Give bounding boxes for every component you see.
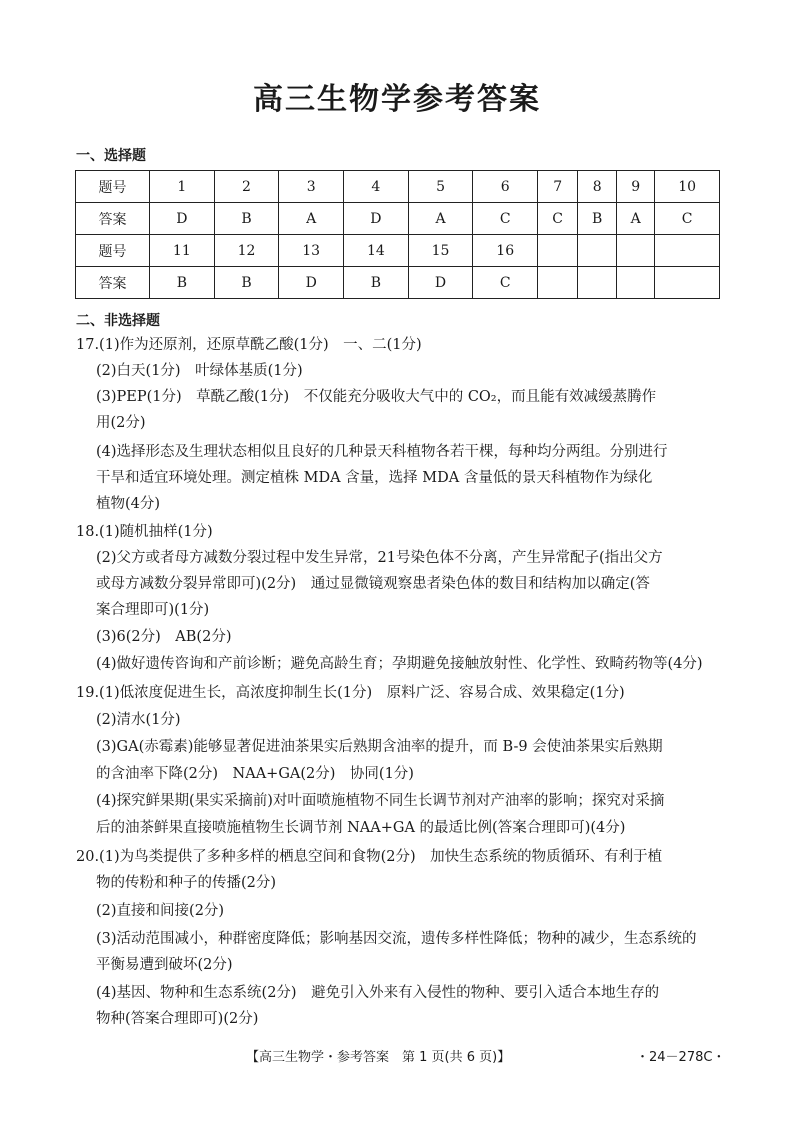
page-title: 高三生物学参考答案 bbox=[253, 82, 541, 117]
table-cell bbox=[538, 235, 578, 267]
answer-line: 物种(答案合理即可)(2分) bbox=[96, 1011, 259, 1027]
table-cell: 8 bbox=[578, 171, 617, 203]
table-cell: 2 bbox=[214, 171, 279, 203]
table-cell: 6 bbox=[473, 171, 538, 203]
table-cell: A bbox=[279, 203, 344, 235]
table-cell: 14 bbox=[344, 235, 409, 267]
table-cell bbox=[655, 267, 720, 299]
table-cell bbox=[578, 235, 617, 267]
table-cell: 1 bbox=[150, 171, 215, 203]
table-cell: A bbox=[408, 203, 473, 235]
table-cell: D bbox=[150, 203, 215, 235]
table-cell: B bbox=[578, 203, 617, 235]
answer-line: 案合理即可)(1分) bbox=[96, 602, 210, 618]
answer-line: (3)GA(赤霉素)能够显著促进油茶果实后熟期含油率的提升，而 B-9 会使油茶果实后熟期 bbox=[96, 739, 663, 755]
table-cell: C bbox=[538, 203, 578, 235]
table-cell: 13 bbox=[279, 235, 344, 267]
table-row bbox=[76, 203, 720, 235]
answer-line: (2)清水(1分) bbox=[96, 712, 181, 728]
answer-line: (4)探究鲜果期(果实采摘前)对叶面喷施植物不同生长调节剂对产油率的影响；探究对采摘 bbox=[96, 793, 665, 809]
row-header-cell: 答案 bbox=[76, 203, 150, 235]
table-cell: 3 bbox=[279, 171, 344, 203]
table-cell: 10 bbox=[655, 171, 720, 203]
answer-line: (2)白天(1分) 叶绿体基质(1分) bbox=[96, 363, 303, 379]
table-cell: A bbox=[617, 203, 655, 235]
answer-line: (2)父方或者母方减数分裂过程中发生异常，21号染色体不分离，产生异常配子(指出父方 bbox=[96, 550, 663, 566]
table-cell: C bbox=[473, 203, 538, 235]
table-cell: B bbox=[150, 267, 215, 299]
answer-line: 平衡易遭到破坏(2分) bbox=[96, 957, 233, 973]
answer-line: 植物(4分) bbox=[96, 496, 161, 512]
section-heading-choice: 一、选择题 bbox=[76, 148, 146, 164]
table-cell: C bbox=[473, 267, 538, 299]
answer-line: 或母方减数分裂异常即可)(2分) 通过显微镜观察患者染色体的数目和结构加以确定(答 bbox=[96, 576, 650, 592]
answer-line: 后的油茶鲜果直接喷施植物生长调节剂 NAA+GA 的最适比例(答案合理即可)(4分) bbox=[96, 820, 626, 836]
table-cell: B bbox=[214, 203, 279, 235]
table-cell: D bbox=[279, 267, 344, 299]
row-header-cell: 题号 bbox=[76, 235, 150, 267]
table-row bbox=[76, 267, 720, 299]
table-cell: D bbox=[408, 267, 473, 299]
table-cell bbox=[617, 235, 655, 267]
answer-line: (3)PEP(1分) 草酰乙酸(1分) 不仅能充分吸收大气中的 CO₂，而且能有效减缓蒸腾作 bbox=[96, 389, 657, 405]
table-cell: C bbox=[655, 203, 720, 235]
table-cell: 11 bbox=[150, 235, 215, 267]
table-cell bbox=[617, 267, 655, 299]
table-cell: 16 bbox=[473, 235, 538, 267]
table-cell: 4 bbox=[344, 171, 409, 203]
table-cell bbox=[655, 235, 720, 267]
table-cell: 5 bbox=[408, 171, 473, 203]
answer-line: 18.(1)随机抽样(1分) bbox=[76, 524, 213, 540]
answer-line: (3)活动范围减小，种群密度降低；影响基因交流，遗传多样性降低；物种的减少，生态系统的 bbox=[96, 931, 697, 947]
row-header-cell: 答案 bbox=[76, 267, 150, 299]
table-cell: 12 bbox=[214, 235, 279, 267]
table-row bbox=[76, 171, 720, 203]
table-cell: 7 bbox=[538, 171, 578, 203]
table-cell: B bbox=[214, 267, 279, 299]
answer-line: 的含油率下降(2分) NAA+GA(2分) 协同(1分) bbox=[96, 766, 414, 782]
answer-line: (4)选择形态及生理状态相似且良好的几种景天科植物各若干棵，每种均分两组。分别进行 bbox=[96, 444, 668, 460]
section-heading-nonchoice: 二、非选择题 bbox=[76, 313, 160, 329]
answer-line: (2)直接和间接(2分) bbox=[96, 903, 225, 919]
answer-line: 20.(1)为鸟类提供了多种多样的栖息空间和食物(2分) 加快生态系统的物质循环、有利于植 bbox=[76, 849, 663, 865]
table-cell bbox=[578, 267, 617, 299]
answer-line: 用(2分) bbox=[96, 415, 146, 431]
row-header-cell: 题号 bbox=[76, 171, 150, 203]
table-row bbox=[76, 235, 720, 267]
table-cell: B bbox=[344, 267, 409, 299]
footer-text: 【高三生物学・参考答案 第 1 页(共 6 页)】 bbox=[246, 1050, 511, 1065]
answer-line: 干旱和适宜环境处理。测定植株 MDA 含量，选择 MDA 含量低的景天科植物作为绿化 bbox=[96, 470, 653, 486]
answer-line: 17.(1)作为还原剂，还原草酰乙酸(1分) 一、二(1分) bbox=[76, 337, 422, 353]
answer-table bbox=[75, 170, 720, 299]
answer-line: (3)6(2分) AB(2分) bbox=[96, 629, 232, 645]
table-cell: 15 bbox=[408, 235, 473, 267]
answer-line: (4)做好遗传咨询和产前诊断；避免高龄生育；孕期避免接触放射性、化学性、致畸药物等(4分) bbox=[96, 656, 703, 672]
answer-line: 物的传粉和种子的传播(2分) bbox=[96, 875, 277, 891]
footer-code: ・24－278C・ bbox=[636, 1050, 726, 1065]
table-cell: D bbox=[344, 203, 409, 235]
table-cell: 9 bbox=[617, 171, 655, 203]
answer-line: (4)基因、物种和生态系统(2分) 避免引入外来有入侵性的物种、要引入适合本地生存的 bbox=[96, 985, 660, 1001]
table-cell bbox=[538, 267, 578, 299]
answer-line: 19.(1)低浓度促进生长，高浓度抑制生长(1分) 原料广泛、容易合成、效果稳定(1分) bbox=[76, 685, 625, 701]
